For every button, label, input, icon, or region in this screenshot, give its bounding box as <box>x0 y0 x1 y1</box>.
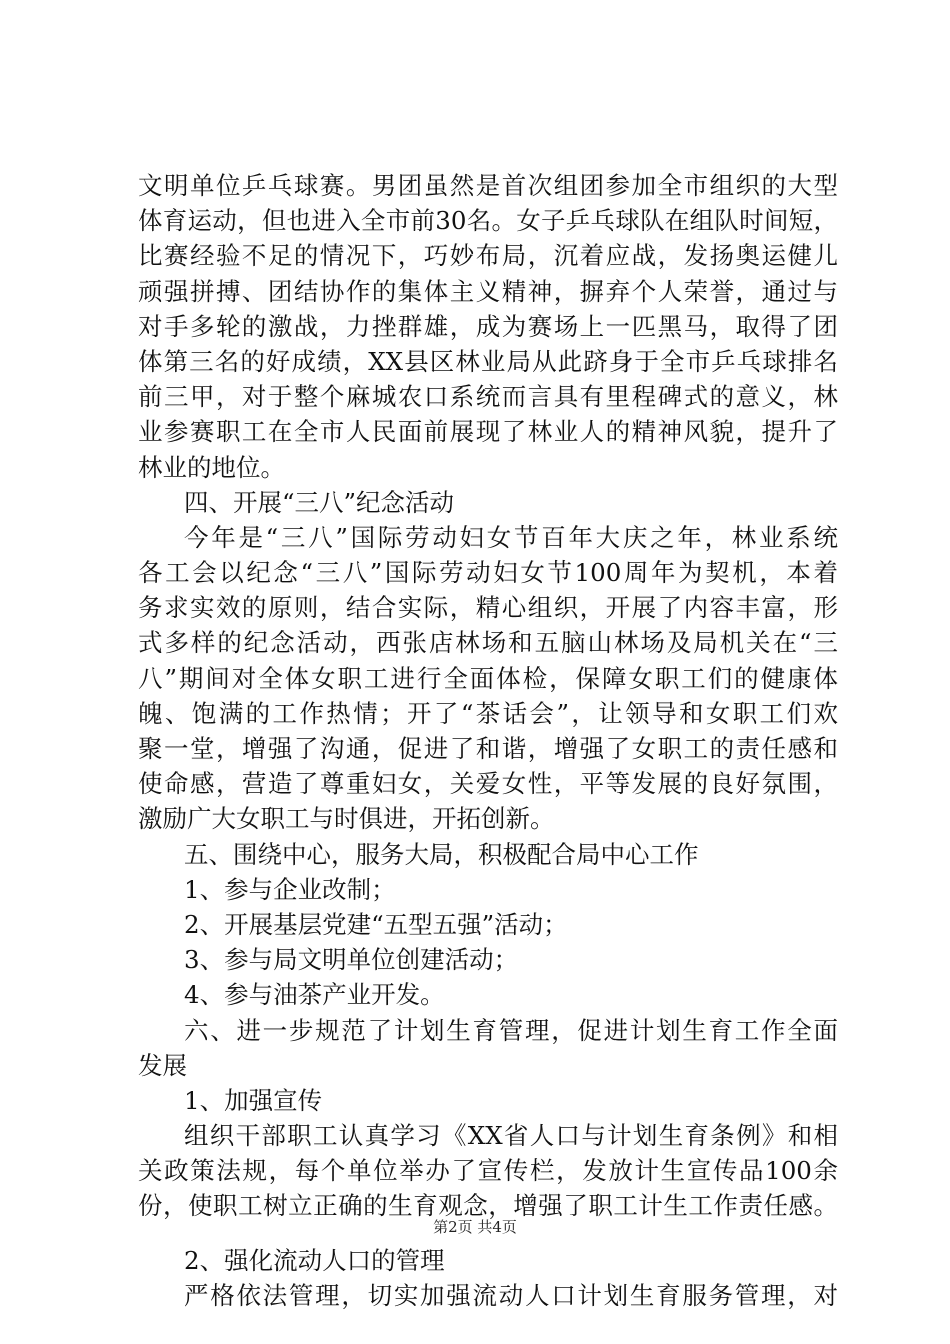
paragraph-line: 组织干部职工认真学习《XX省人口与计划生育条例》和相 <box>184 1121 838 1151</box>
paragraph-line: 务求实效的原则，结合实际，精心组织，开展了内容丰富，形 <box>138 593 838 623</box>
paragraph-line: 关政策法规，每个单位举办了宣传栏，发放计生宣传品100余 <box>138 1156 838 1186</box>
document-body <box>138 168 838 1313</box>
paragraph-line: 各工会以纪念“三八”国际劳动妇女节100周年为契机，本着 <box>138 558 838 588</box>
page-footer: 第2页 共4页 <box>433 1218 517 1236</box>
section-heading: 发展 <box>138 1050 187 1080</box>
paragraph-line: 林业的地位。 <box>138 452 285 482</box>
paragraph-line: 体第三名的好成绩，XX县区林业局从此跻身于全市乒乓球排名 <box>138 346 838 376</box>
section-heading: 四、开展“三八”纪念活动 <box>184 487 455 517</box>
list-item: 2、开展基层党建“五型五强”活动； <box>184 909 568 939</box>
section-heading: 六、进一步规范了计划生育管理，促进计划生育工作全面 <box>184 1015 838 1045</box>
paragraph-line: 使命感，营造了尊重妇女，关爱女性，平等发展的良好氛围， <box>138 769 838 799</box>
paragraph-line: 激励广大女职工与时俱进，开拓创新。 <box>138 804 555 834</box>
list-item: 1、参与企业改制； <box>184 874 396 904</box>
paragraph-line: 顽强拼搏、团结协作的集体主义精神，摒弃个人荣誉，通过与 <box>138 276 838 306</box>
subsection-heading: 1、加强宣传 <box>184 1085 323 1115</box>
paragraph-line: 八”期间对全体女职工进行全面体检，保障女职工们的健康体 <box>138 663 838 693</box>
paragraph-line: 魄、饱满的工作热情；开了“茶话会”，让领导和女职工们欢 <box>138 698 838 728</box>
paragraph-line: 式多样的纪念活动，西张店林场和五脑山林场及局机关在“三 <box>138 628 838 658</box>
paragraph-line: 业参赛职工在全市人民面前展现了林业人的精神风貌，提升了 <box>138 417 838 447</box>
paragraph-line: 聚一堂，增强了沟通，促进了和谐，增强了女职工的责任感和 <box>138 734 838 763</box>
paragraph-line: 比赛经验不足的情况下，巧妙布局，沉着应战，发扬奥运健儿 <box>138 241 838 271</box>
list-item: 4、参与油茶产业开发。 <box>184 980 445 1010</box>
paragraph-line: 份，使职工树立正确的生育观念，增强了职工计生工作责任感。 <box>138 1191 838 1221</box>
paragraph-line: 体育运动，但也进入全市前30名。女子乒乓球队在组队时间短， <box>138 206 838 236</box>
paragraph-line: 对手多轮的激战，力挫群雄，成为赛场上一匹黑马，取得了团 <box>138 311 838 341</box>
subsection-heading: 2、强化流动人口的管理 <box>184 1245 445 1275</box>
paragraph-line: 文明单位乒乓球赛。男团虽然是首次组团参加全市组织的大型 <box>138 171 838 200</box>
paragraph-line: 前三甲，对于整个麻城农口系统而言具有里程碑式的意义，林 <box>138 382 838 412</box>
paragraph-line: 今年是“三八”国际劳动妇女节百年大庆之年，林业系统 <box>184 522 838 552</box>
paragraph-line: 严格依法管理，切实加强流动人口计划生育服务管理，对 <box>184 1280 838 1310</box>
list-item: 3、参与局文明单位创建活动； <box>184 945 519 975</box>
section-heading: 五、围绕中心，服务大局，积极配合局中心工作 <box>184 839 699 869</box>
